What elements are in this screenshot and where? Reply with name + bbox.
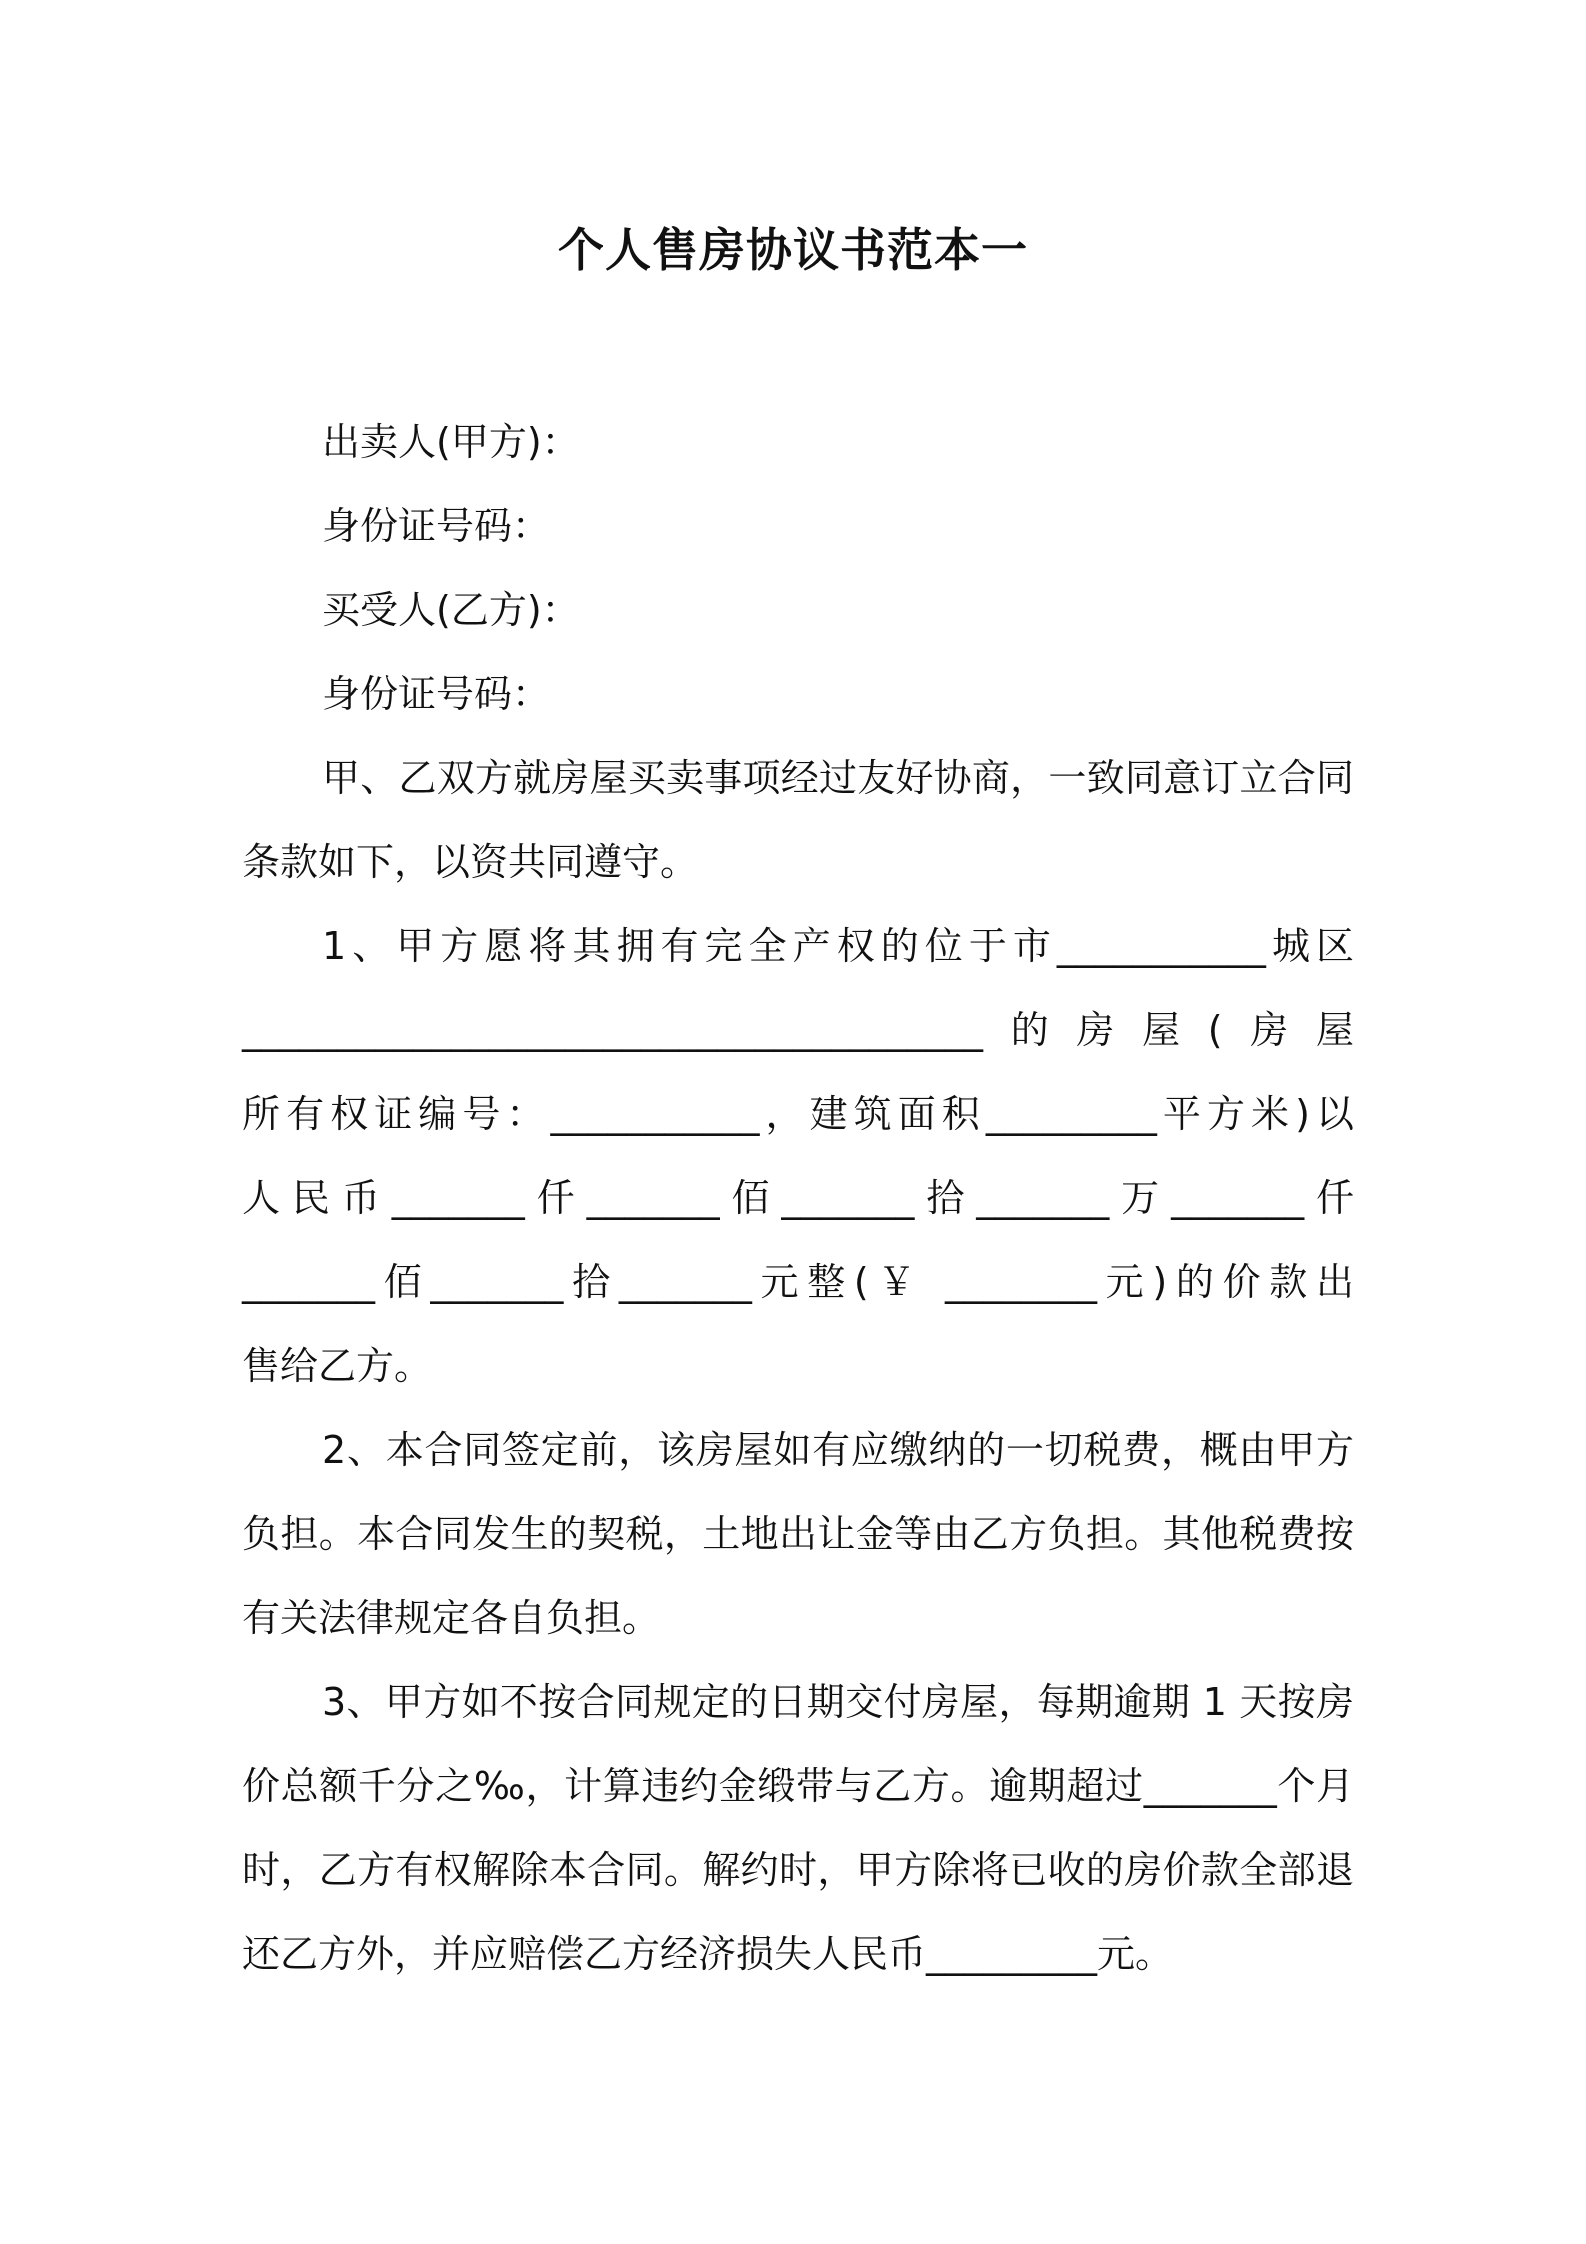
intro-paragraph: 甲、乙双方就房屋买卖事项经过友好协商，一致同意订立合同条款如下，以资共同遵守。 — [242, 756, 1354, 884]
clause-1 — [242, 904, 1354, 1408]
clause-2: 2、本合同签定前，该房屋如有应缴纳的一切税费，概由甲方负担。本合同发生的契税，土地出让金等由乙方负担。其他税费按有关法律规定各自负担。 — [242, 1428, 1354, 1640]
document-title: 个人售房协议书范本一 — [558, 223, 1028, 277]
document-body — [242, 400, 1354, 1996]
clause-1-line: 人民币_______仟_______佰_______拾_______万_______仟 — [242, 1176, 1354, 1220]
clause-3: 3、甲方如不按合同规定的日期交付房屋，每期逾期 1 天按房价总额千分之‰，计算违约金缎带与乙方。逾期超过_______个月时，乙方有权解除本合同。解约时，甲方除将已收的房价款全部退还乙方外，并应赔偿乙方经济损失人民币_________元。 — [242, 1680, 1354, 1976]
clause-1-line: 1、甲方愿将其拥有完全产权的位于市___________城区 — [322, 924, 1354, 968]
buyer-id-field: 身份证号码： — [322, 672, 551, 716]
seller-id-field: 身份证号码： — [322, 504, 551, 548]
clause-1-line: 所有权证编号：___________，建筑面积_________平方米)以 — [242, 1092, 1354, 1136]
clause-1-line: _______佰_______拾_______元整(￥ ________元)的价款出 — [242, 1260, 1354, 1304]
seller-field: 出卖人(甲方)： — [322, 420, 580, 464]
clause-1-line: 售给乙方。 — [242, 1344, 433, 1388]
clause-1-line: _______________________________________的房屋(房屋 — [242, 1008, 1354, 1052]
buyer-field: 买受人(乙方)： — [322, 588, 580, 632]
